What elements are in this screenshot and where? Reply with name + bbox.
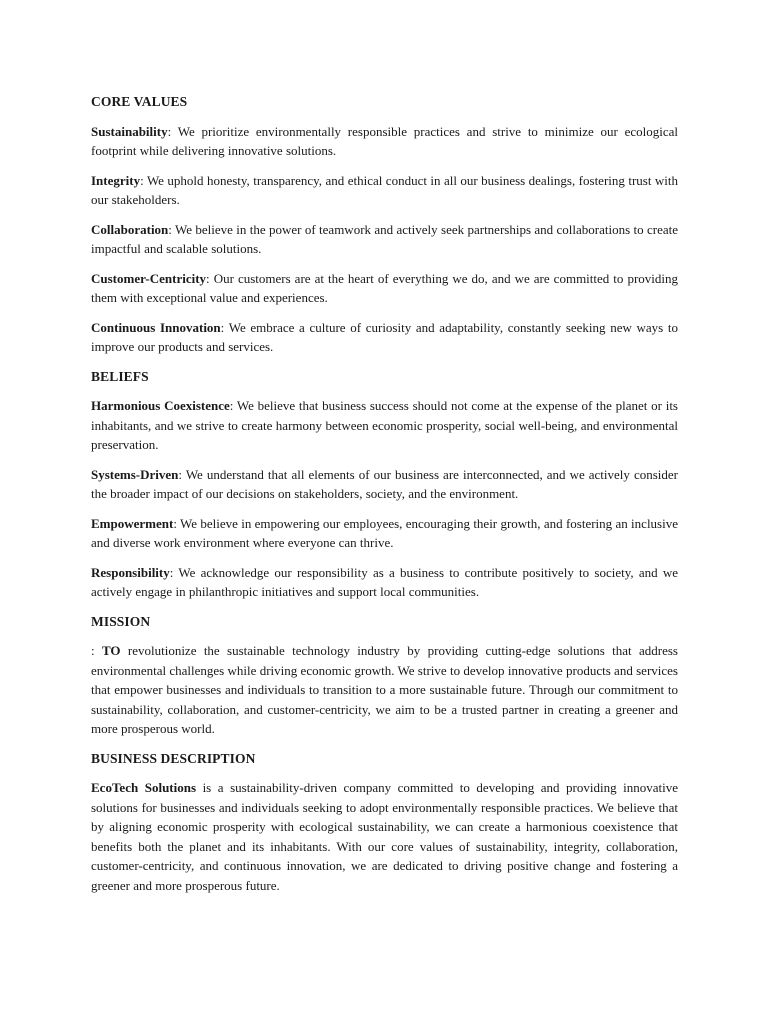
separator: : <box>229 398 234 413</box>
term: Systems-Driven <box>91 466 179 482</box>
term: Customer-Centricity <box>91 270 207 286</box>
description: We believe in empowering our employees, encouraging their growth, and fostering an inclusive and diverse work environment where everyone can thrive. <box>91 515 678 550</box>
separator: : <box>140 172 144 188</box>
belief-empowerment <box>91 514 678 553</box>
description: We embrace a culture of curiosity and adaptability, constantly seeking new ways to improve our products and services. <box>91 319 679 354</box>
separator: : <box>168 221 172 237</box>
term: Empowerment <box>91 515 174 531</box>
separator: : <box>173 515 177 531</box>
separator: : <box>167 123 172 139</box>
term: Integrity <box>91 172 141 188</box>
separator: : <box>169 564 174 580</box>
belief-harmonious-coexistence <box>91 396 678 455</box>
term: Responsibility <box>91 564 170 580</box>
core-values-heading: CORE VALUES <box>91 94 188 109</box>
document-page <box>91 92 678 905</box>
description: We believe that business success should not come at the expense of the planet or its inhabitants, and we strive to create harmony between economic prosperity, social well-being, and environmental preservation. <box>91 398 678 452</box>
separator: : <box>206 270 210 286</box>
mission-heading: MISSION <box>91 613 151 629</box>
mission-text: revolutionize the sustainable technology industry by providing cutting-edge solutions that address environmental challenges while driving economic growth. We strive to develop innovative products and services that empower businesses and individuals to transition to a more sustainable future. Through our commitment to sustainability, collaboration, and customer-centricity, we aim to be a trusted partner in creating a greener and more prosperous world. <box>91 643 678 736</box>
description: We prioritize environmentally responsible practices and strive to minimize our ecological footprint while delivering innovative solutions. <box>91 123 678 158</box>
core-value-integrity <box>91 171 678 210</box>
description: We understand that all elements of our business are interconnected, and we actively consider the broader impact of our decisions on stakeholders, society, and the environment. <box>91 466 678 501</box>
description: We uphold honesty, transparency, and ethical conduct in all our business dealings, fostering trust with our stakeholders. <box>91 172 678 207</box>
belief-responsibility <box>91 563 678 602</box>
term: Harmonious Coexistence <box>91 398 230 413</box>
core-value-customer-centricity <box>91 269 678 308</box>
mission-prefix: : <box>91 643 102 658</box>
company-name: EcoTech Solutions <box>91 780 197 795</box>
core-value-collaboration <box>91 220 678 259</box>
business-description-heading: BUSINESS DESCRIPTION <box>91 750 256 766</box>
separator: : <box>178 466 183 482</box>
business-description-text <box>91 778 678 895</box>
core-value-sustainability <box>91 122 678 161</box>
description: We acknowledge our responsibility as a business to contribute positively to society, and we actively engage in philanthropic initiatives and support local communities. <box>91 564 678 599</box>
beliefs-heading: BELIEFS <box>91 368 149 384</box>
separator: : <box>220 319 225 335</box>
mission-statement <box>91 641 678 739</box>
term: Collaboration <box>91 221 169 237</box>
description: We believe in the power of teamwork and actively seek partnerships and collaborations to create impactful and scalable solutions. <box>91 221 678 256</box>
belief-systems-driven <box>91 465 678 504</box>
term: Continuous Innovation <box>91 319 221 335</box>
mission-term: TO <box>101 643 121 658</box>
term: Sustainability <box>91 123 168 139</box>
core-value-continuous-innovation <box>91 318 678 357</box>
business-description-body: is a sustainability-driven company committed to developing and providing innovative solutions for businesses and individuals seeking to adopt environmentally responsible practices. We believe that by aligning economic prosperity with ecological sustainability, we can create a harmonious coexistence that benefits both the planet and its inhabitants. With our core values of sustainability, integrity, collaboration, customer-centricity, and continuous innovation, we are dedicated to driving positive change and fostering a greener and more prosperous future. <box>91 780 678 893</box>
description: Our customers are at the heart of everything we do, and we are committed to providing them with exceptional value and experiences. <box>91 270 678 305</box>
